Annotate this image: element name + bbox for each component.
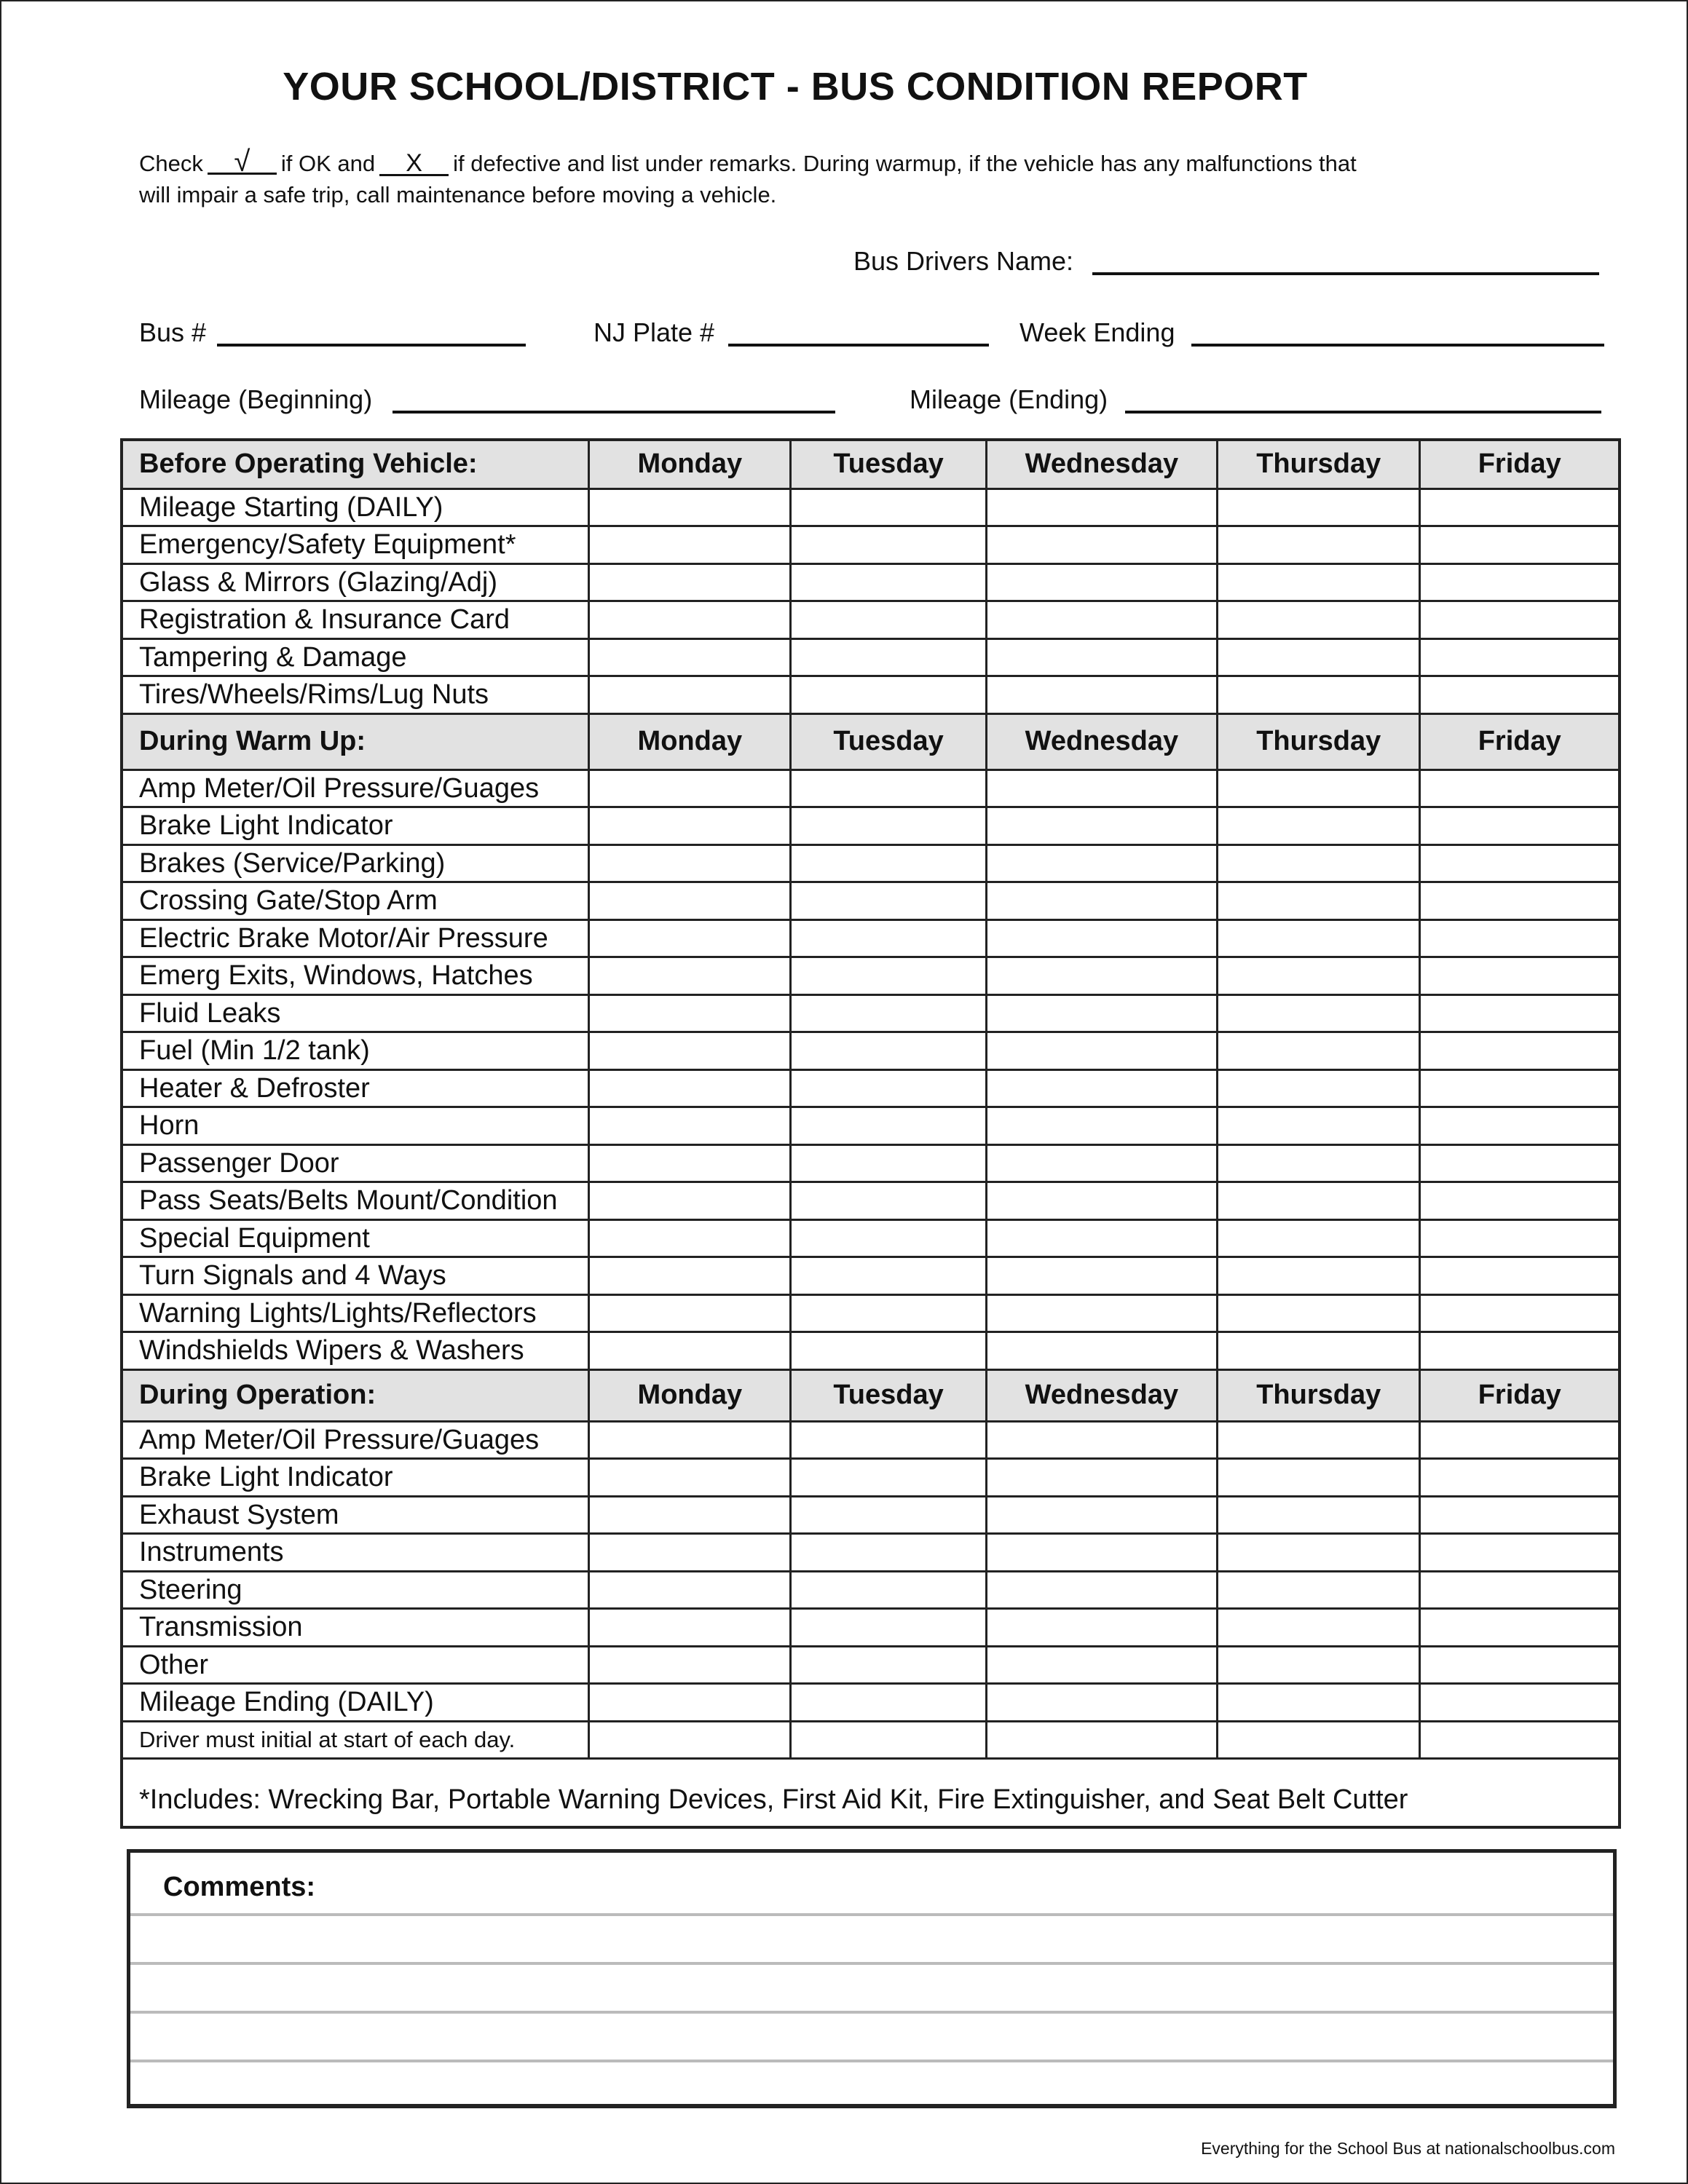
check-cell-thursday[interactable] bbox=[1218, 1144, 1420, 1182]
day-header-monday: Monday bbox=[589, 1369, 791, 1421]
comment-line bbox=[130, 2011, 1613, 2014]
check-cell-thursday[interactable] bbox=[1218, 1332, 1420, 1370]
check-cell-friday[interactable] bbox=[1420, 1182, 1620, 1220]
check-cell-friday[interactable] bbox=[1420, 1534, 1620, 1572]
check-cell-thursday[interactable] bbox=[1218, 1219, 1420, 1257]
check-cell-friday[interactable] bbox=[1420, 769, 1620, 807]
day-header-wednesday: Wednesday bbox=[986, 1369, 1217, 1421]
check-cell-thursday[interactable] bbox=[1218, 769, 1420, 807]
check-cell-tuesday[interactable] bbox=[791, 601, 986, 639]
check-cell-friday[interactable] bbox=[1420, 563, 1620, 601]
check-cell-friday[interactable] bbox=[1420, 882, 1620, 920]
item-label: Brake Light Indicator bbox=[122, 1459, 589, 1497]
check-cell-friday[interactable] bbox=[1420, 1032, 1620, 1070]
check-mark-icon: √ bbox=[208, 151, 277, 175]
item-label: Electric Brake Motor/Air Pressure bbox=[122, 919, 589, 957]
check-cell-wednesday[interactable] bbox=[986, 1332, 1217, 1370]
check-cell-wednesday[interactable] bbox=[986, 1646, 1217, 1684]
item-label: Mileage Ending (DAILY) bbox=[122, 1684, 589, 1722]
checklist-row bbox=[122, 807, 1620, 845]
check-cell-tuesday[interactable] bbox=[791, 1107, 986, 1145]
check-cell-monday[interactable] bbox=[589, 807, 791, 845]
check-cell-thursday[interactable] bbox=[1218, 526, 1420, 564]
check-cell-monday[interactable] bbox=[589, 1182, 791, 1220]
comment-line bbox=[130, 1913, 1613, 1916]
check-cell-wednesday[interactable] bbox=[986, 994, 1217, 1032]
check-cell-thursday[interactable] bbox=[1218, 1032, 1420, 1070]
check-cell-wednesday[interactable] bbox=[986, 1721, 1217, 1759]
day-header-thursday: Thursday bbox=[1218, 440, 1420, 488]
check-cell-monday[interactable] bbox=[589, 919, 791, 957]
checklist-row bbox=[122, 844, 1620, 882]
check-cell-monday[interactable] bbox=[589, 882, 791, 920]
item-label: Amp Meter/Oil Pressure/Guages bbox=[122, 769, 589, 807]
check-cell-tuesday[interactable] bbox=[791, 957, 986, 995]
check-cell-monday[interactable] bbox=[589, 1332, 791, 1370]
check-cell-wednesday[interactable] bbox=[986, 1684, 1217, 1722]
check-cell-friday[interactable] bbox=[1420, 676, 1620, 714]
checklist-row bbox=[122, 1219, 1620, 1257]
check-cell-tuesday[interactable] bbox=[791, 1257, 986, 1295]
comments-box[interactable] bbox=[127, 1849, 1617, 2108]
check-cell-thursday[interactable] bbox=[1218, 1069, 1420, 1107]
checklist-row bbox=[122, 676, 1620, 714]
check-cell-thursday[interactable] bbox=[1218, 844, 1420, 882]
check-cell-thursday[interactable] bbox=[1218, 1721, 1420, 1759]
comments-label: Comments: bbox=[163, 1872, 316, 1902]
check-cell-friday[interactable] bbox=[1420, 1107, 1620, 1145]
checklist-row bbox=[122, 994, 1620, 1032]
check-cell-monday[interactable] bbox=[589, 1571, 791, 1609]
checklist-row bbox=[122, 1421, 1620, 1459]
item-label: Other bbox=[122, 1646, 589, 1684]
check-cell-tuesday[interactable] bbox=[791, 1144, 986, 1182]
check-cell-friday[interactable] bbox=[1420, 1144, 1620, 1182]
checklist-row bbox=[122, 1496, 1620, 1534]
day-header-friday: Friday bbox=[1420, 1369, 1620, 1421]
bus-number-label: Bus # bbox=[139, 317, 207, 347]
bus-number-field[interactable] bbox=[217, 344, 526, 347]
checklist-row bbox=[122, 1721, 1620, 1759]
item-label: Mileage Starting (DAILY) bbox=[122, 488, 589, 526]
check-cell-tuesday[interactable] bbox=[791, 1496, 986, 1534]
check-cell-wednesday[interactable] bbox=[986, 1107, 1217, 1145]
checklist-row bbox=[122, 1107, 1620, 1145]
check-cell-friday[interactable] bbox=[1420, 1609, 1620, 1647]
check-cell-thursday[interactable] bbox=[1218, 676, 1420, 714]
check-cell-wednesday[interactable] bbox=[986, 1571, 1217, 1609]
check-cell-friday[interactable] bbox=[1420, 488, 1620, 526]
section-title: During Operation: bbox=[122, 1369, 589, 1421]
check-cell-thursday[interactable] bbox=[1218, 1534, 1420, 1572]
checklist-row bbox=[122, 1534, 1620, 1572]
check-cell-wednesday[interactable] bbox=[986, 1144, 1217, 1182]
check-cell-friday[interactable] bbox=[1420, 1496, 1620, 1534]
day-header-monday: Monday bbox=[589, 713, 791, 769]
check-cell-wednesday[interactable] bbox=[986, 526, 1217, 564]
item-label: Brakes (Service/Parking) bbox=[122, 844, 589, 882]
check-cell-thursday[interactable] bbox=[1218, 638, 1420, 676]
check-cell-monday[interactable] bbox=[589, 1721, 791, 1759]
check-cell-tuesday[interactable] bbox=[791, 994, 986, 1032]
check-cell-friday[interactable] bbox=[1420, 994, 1620, 1032]
check-cell-tuesday[interactable] bbox=[791, 1459, 986, 1497]
checklist-row bbox=[122, 1294, 1620, 1332]
check-cell-friday[interactable] bbox=[1420, 1294, 1620, 1332]
check-cell-wednesday[interactable] bbox=[986, 1294, 1217, 1332]
check-cell-tuesday[interactable] bbox=[791, 563, 986, 601]
driver-name-label: Bus Drivers Name: bbox=[853, 246, 1074, 276]
day-header-monday: Monday bbox=[589, 440, 791, 488]
item-label: Passenger Door bbox=[122, 1144, 589, 1182]
checklist-row bbox=[122, 488, 1620, 526]
check-cell-tuesday[interactable] bbox=[791, 1182, 986, 1220]
instructions-line-2: will impair a safe trip, call maintenance before moving a vehicle. bbox=[139, 182, 777, 207]
check-cell-wednesday[interactable] bbox=[986, 882, 1217, 920]
check-cell-monday[interactable] bbox=[589, 1144, 791, 1182]
item-label: Pass Seats/Belts Mount/Condition bbox=[122, 1182, 589, 1220]
check-cell-wednesday[interactable] bbox=[986, 1609, 1217, 1647]
check-cell-thursday[interactable] bbox=[1218, 1421, 1420, 1459]
instructions-line-1 bbox=[139, 146, 1357, 178]
check-cell-monday[interactable] bbox=[589, 526, 791, 564]
check-cell-wednesday[interactable] bbox=[986, 601, 1217, 639]
day-header-tuesday: Tuesday bbox=[791, 440, 986, 488]
check-cell-thursday[interactable] bbox=[1218, 1459, 1420, 1497]
check-cell-tuesday[interactable] bbox=[791, 1219, 986, 1257]
check-cell-thursday[interactable] bbox=[1218, 1257, 1420, 1295]
check-cell-monday[interactable] bbox=[589, 1421, 791, 1459]
item-label: Turn Signals and 4 Ways bbox=[122, 1257, 589, 1295]
check-cell-friday[interactable] bbox=[1420, 1257, 1620, 1295]
item-label: Emerg Exits, Windows, Hatches bbox=[122, 957, 589, 995]
check-cell-thursday[interactable] bbox=[1218, 1684, 1420, 1722]
check-cell-wednesday[interactable] bbox=[986, 1032, 1217, 1070]
item-label: Fuel (Min 1/2 tank) bbox=[122, 1032, 589, 1070]
section-title: During Warm Up: bbox=[122, 713, 589, 769]
item-label: Instruments bbox=[122, 1534, 589, 1572]
item-label: Tampering & Damage bbox=[122, 638, 589, 676]
check-cell-wednesday[interactable] bbox=[986, 676, 1217, 714]
check-cell-thursday[interactable] bbox=[1218, 994, 1420, 1032]
checklist-row bbox=[122, 1257, 1620, 1295]
checklist-row bbox=[122, 601, 1620, 639]
check-cell-tuesday[interactable] bbox=[791, 1032, 986, 1070]
check-cell-tuesday[interactable] bbox=[791, 526, 986, 564]
check-cell-wednesday[interactable] bbox=[986, 1219, 1217, 1257]
comment-line bbox=[130, 2060, 1613, 2062]
check-cell-monday[interactable] bbox=[589, 601, 791, 639]
item-label: Fluid Leaks bbox=[122, 994, 589, 1032]
check-cell-monday[interactable] bbox=[589, 1032, 791, 1070]
mileage-end-label: Mileage (Ending) bbox=[910, 384, 1108, 414]
check-cell-monday[interactable] bbox=[589, 676, 791, 714]
check-cell-wednesday[interactable] bbox=[986, 957, 1217, 995]
checklist-row bbox=[122, 919, 1620, 957]
mileage-end-field[interactable] bbox=[1125, 411, 1601, 414]
day-header-thursday: Thursday bbox=[1218, 1369, 1420, 1421]
plate-label: NJ Plate # bbox=[593, 317, 715, 347]
item-label: Emergency/Safety Equipment* bbox=[122, 526, 589, 564]
check-cell-thursday[interactable] bbox=[1218, 919, 1420, 957]
check-cell-wednesday[interactable] bbox=[986, 1496, 1217, 1534]
check-cell-thursday[interactable] bbox=[1218, 601, 1420, 639]
check-cell-friday[interactable] bbox=[1420, 844, 1620, 882]
footer-text: Everything for the School Bus at nationalschoolbus.com bbox=[1201, 2139, 1615, 2158]
check-cell-monday[interactable] bbox=[589, 994, 791, 1032]
checklist-row bbox=[122, 1609, 1620, 1647]
checklist-row bbox=[122, 1182, 1620, 1220]
check-cell-monday[interactable] bbox=[589, 1107, 791, 1145]
check-cell-tuesday[interactable] bbox=[791, 1069, 986, 1107]
check-cell-thursday[interactable] bbox=[1218, 882, 1420, 920]
check-cell-friday[interactable] bbox=[1420, 919, 1620, 957]
check-cell-tuesday[interactable] bbox=[791, 638, 986, 676]
item-label: Amp Meter/Oil Pressure/Guages bbox=[122, 1421, 589, 1459]
checklist-row bbox=[122, 1459, 1620, 1497]
day-header-tuesday: Tuesday bbox=[791, 1369, 986, 1421]
comment-line bbox=[130, 1962, 1613, 1965]
checklist-row bbox=[122, 882, 1620, 920]
check-cell-wednesday[interactable] bbox=[986, 919, 1217, 957]
driver-name-field[interactable] bbox=[1092, 272, 1599, 275]
instr-check: Check bbox=[139, 151, 203, 176]
day-header-friday: Friday bbox=[1420, 713, 1620, 769]
check-cell-monday[interactable] bbox=[589, 1534, 791, 1572]
check-cell-thursday[interactable] bbox=[1218, 1182, 1420, 1220]
check-cell-wednesday[interactable] bbox=[986, 807, 1217, 845]
check-cell-friday[interactable] bbox=[1420, 1219, 1620, 1257]
check-cell-tuesday[interactable] bbox=[791, 769, 986, 807]
checklist-row bbox=[122, 1684, 1620, 1722]
check-cell-tuesday[interactable] bbox=[791, 1534, 986, 1572]
week-ending-field[interactable] bbox=[1191, 344, 1604, 347]
day-header-tuesday: Tuesday bbox=[791, 713, 986, 769]
check-cell-monday[interactable] bbox=[589, 1459, 791, 1497]
check-cell-monday[interactable] bbox=[589, 957, 791, 995]
day-header-friday: Friday bbox=[1420, 440, 1620, 488]
item-label: Steering bbox=[122, 1571, 589, 1609]
check-cell-tuesday[interactable] bbox=[791, 1294, 986, 1332]
page-title: YOUR SCHOOL/DISTRICT - BUS CONDITION REPORT bbox=[283, 65, 1308, 108]
check-cell-monday[interactable] bbox=[589, 1609, 791, 1647]
checklist-row bbox=[122, 1646, 1620, 1684]
check-cell-monday[interactable] bbox=[589, 1646, 791, 1684]
check-cell-tuesday[interactable] bbox=[791, 807, 986, 845]
check-cell-tuesday[interactable] bbox=[791, 676, 986, 714]
checklist-row bbox=[122, 769, 1620, 807]
item-label: Horn bbox=[122, 1107, 589, 1145]
check-cell-friday[interactable] bbox=[1420, 1459, 1620, 1497]
check-cell-monday[interactable] bbox=[589, 638, 791, 676]
check-cell-wednesday[interactable] bbox=[986, 1069, 1217, 1107]
item-label: Windshields Wipers & Washers bbox=[122, 1332, 589, 1370]
check-cell-tuesday[interactable] bbox=[791, 1721, 986, 1759]
item-label: Warning Lights/Lights/Reflectors bbox=[122, 1294, 589, 1332]
plate-field[interactable] bbox=[728, 344, 989, 347]
check-cell-tuesday[interactable] bbox=[791, 488, 986, 526]
item-label: Glass & Mirrors (Glazing/Adj) bbox=[122, 563, 589, 601]
check-cell-wednesday[interactable] bbox=[986, 1459, 1217, 1497]
item-label: Brake Light Indicator bbox=[122, 807, 589, 845]
checklist-row bbox=[122, 638, 1620, 676]
check-cell-friday[interactable] bbox=[1420, 1684, 1620, 1722]
footnote: *Includes: Wrecking Bar, Portable Warning Devices, First Aid Kit, Fire Extinguisher, and Seat Belt Cutter bbox=[122, 1759, 1620, 1827]
day-header-thursday: Thursday bbox=[1218, 713, 1420, 769]
check-cell-tuesday[interactable] bbox=[791, 1609, 986, 1647]
check-cell-wednesday[interactable] bbox=[986, 1182, 1217, 1220]
instr-if-ok: if OK and bbox=[280, 151, 376, 176]
checklist-row bbox=[122, 1032, 1620, 1070]
check-cell-tuesday[interactable] bbox=[791, 844, 986, 882]
check-cell-thursday[interactable] bbox=[1218, 488, 1420, 526]
check-cell-monday[interactable] bbox=[589, 1257, 791, 1295]
check-cell-wednesday[interactable] bbox=[986, 1534, 1217, 1572]
check-cell-friday[interactable] bbox=[1420, 601, 1620, 639]
check-cell-monday[interactable] bbox=[589, 844, 791, 882]
check-cell-thursday[interactable] bbox=[1218, 1294, 1420, 1332]
check-cell-friday[interactable] bbox=[1420, 807, 1620, 845]
check-cell-thursday[interactable] bbox=[1218, 563, 1420, 601]
check-cell-friday[interactable] bbox=[1420, 526, 1620, 564]
checklist-row bbox=[122, 1571, 1620, 1609]
mileage-begin-label: Mileage (Beginning) bbox=[139, 384, 373, 414]
checklist-row bbox=[122, 526, 1620, 564]
item-label: Driver must initial at start of each day. bbox=[122, 1721, 589, 1759]
week-ending-label: Week Ending bbox=[1019, 317, 1175, 347]
mileage-begin-field[interactable] bbox=[393, 411, 835, 414]
check-cell-wednesday[interactable] bbox=[986, 769, 1217, 807]
check-cell-wednesday[interactable] bbox=[986, 1421, 1217, 1459]
check-cell-thursday[interactable] bbox=[1218, 957, 1420, 995]
instr-rest: if defective and list under remarks. During warmup, if the vehicle has any malfunctions that bbox=[453, 151, 1357, 176]
section-header bbox=[122, 713, 1620, 769]
check-cell-thursday[interactable] bbox=[1218, 1496, 1420, 1534]
section-title: Before Operating Vehicle: bbox=[122, 440, 589, 488]
check-cell-thursday[interactable] bbox=[1218, 1646, 1420, 1684]
check-cell-monday[interactable] bbox=[589, 1294, 791, 1332]
check-cell-tuesday[interactable] bbox=[791, 882, 986, 920]
check-cell-monday[interactable] bbox=[589, 1069, 791, 1107]
inspection-table bbox=[120, 438, 1621, 1829]
check-cell-monday[interactable] bbox=[589, 1684, 791, 1722]
check-cell-tuesday[interactable] bbox=[791, 919, 986, 957]
check-cell-wednesday[interactable] bbox=[986, 844, 1217, 882]
check-cell-tuesday[interactable] bbox=[791, 1571, 986, 1609]
day-header-wednesday: Wednesday bbox=[986, 440, 1217, 488]
check-cell-monday[interactable] bbox=[589, 1496, 791, 1534]
x-mark-icon: X bbox=[379, 152, 449, 176]
check-cell-monday[interactable] bbox=[589, 1219, 791, 1257]
check-cell-friday[interactable] bbox=[1420, 1646, 1620, 1684]
checklist-row bbox=[122, 1144, 1620, 1182]
checklist-row bbox=[122, 1332, 1620, 1370]
check-cell-friday[interactable] bbox=[1420, 1069, 1620, 1107]
section-header bbox=[122, 440, 1620, 488]
check-cell-wednesday[interactable] bbox=[986, 488, 1217, 526]
check-cell-wednesday[interactable] bbox=[986, 638, 1217, 676]
check-cell-friday[interactable] bbox=[1420, 638, 1620, 676]
check-cell-friday[interactable] bbox=[1420, 957, 1620, 995]
check-cell-friday[interactable] bbox=[1420, 1421, 1620, 1459]
checklist-row bbox=[122, 1069, 1620, 1107]
check-cell-monday[interactable] bbox=[589, 769, 791, 807]
check-cell-monday[interactable] bbox=[589, 488, 791, 526]
check-cell-tuesday[interactable] bbox=[791, 1421, 986, 1459]
check-cell-thursday[interactable] bbox=[1218, 1107, 1420, 1145]
checklist-row bbox=[122, 957, 1620, 995]
item-label: Registration & Insurance Card bbox=[122, 601, 589, 639]
item-label: Exhaust System bbox=[122, 1496, 589, 1534]
check-cell-wednesday[interactable] bbox=[986, 563, 1217, 601]
item-label: Transmission bbox=[122, 1609, 589, 1647]
check-cell-thursday[interactable] bbox=[1218, 807, 1420, 845]
check-cell-thursday[interactable] bbox=[1218, 1609, 1420, 1647]
check-cell-tuesday[interactable] bbox=[791, 1684, 986, 1722]
check-cell-tuesday[interactable] bbox=[791, 1646, 986, 1684]
check-cell-monday[interactable] bbox=[589, 563, 791, 601]
section-header bbox=[122, 1369, 1620, 1421]
item-label: Special Equipment bbox=[122, 1219, 589, 1257]
item-label: Tires/Wheels/Rims/Lug Nuts bbox=[122, 676, 589, 714]
check-cell-friday[interactable] bbox=[1420, 1571, 1620, 1609]
check-cell-friday[interactable] bbox=[1420, 1721, 1620, 1759]
item-label: Heater & Defroster bbox=[122, 1069, 589, 1107]
day-header-wednesday: Wednesday bbox=[986, 713, 1217, 769]
check-cell-friday[interactable] bbox=[1420, 1332, 1620, 1370]
check-cell-wednesday[interactable] bbox=[986, 1257, 1217, 1295]
check-cell-thursday[interactable] bbox=[1218, 1571, 1420, 1609]
item-label: Crossing Gate/Stop Arm bbox=[122, 882, 589, 920]
checklist-row bbox=[122, 563, 1620, 601]
check-cell-tuesday[interactable] bbox=[791, 1332, 986, 1370]
